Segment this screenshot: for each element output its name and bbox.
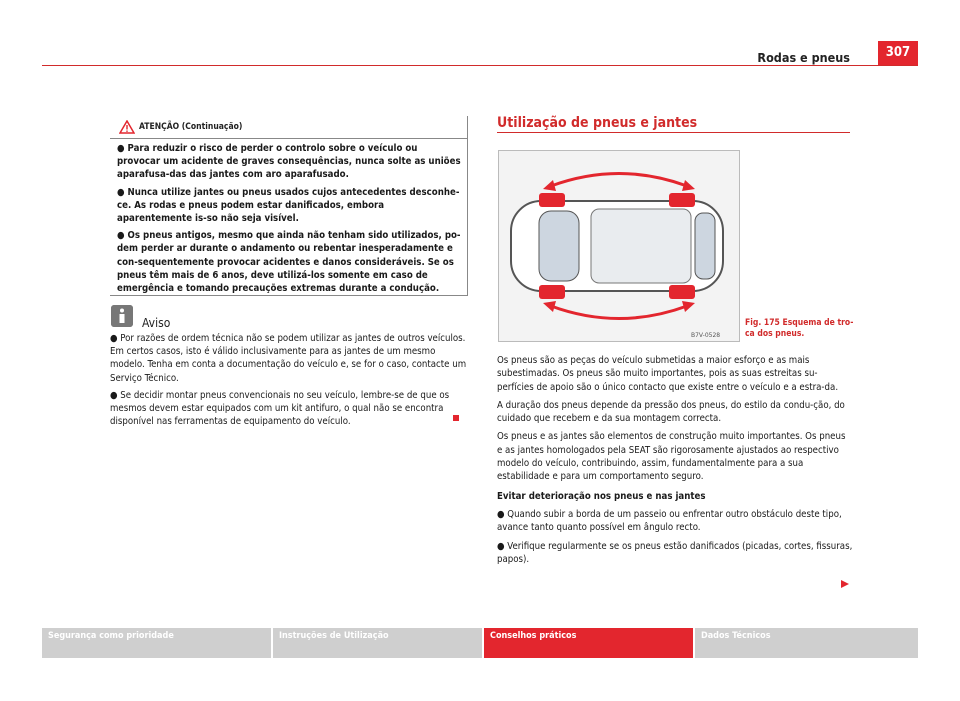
tab-dados-tecnicos[interactable]: Dados Técnicos bbox=[695, 628, 918, 658]
note-body bbox=[110, 332, 468, 432]
body-bullet: ● Quando subir a borda de um passeio ou enfrentar outro obstáculo deste tipo, avance tanto quanto possível em ângulo recto. bbox=[497, 508, 842, 534]
warning-bullet: ● Nunca utilize jantes ou pneus usados cujos antecedentes desconhe-ce. As rodas e pneus podem estar danificados, embora aparentemente is-so não seja visível. bbox=[117, 186, 460, 225]
figure-caption: Fig. 175 Esquema de tro-ca dos pneus. bbox=[745, 318, 854, 339]
section-end-marker bbox=[453, 415, 459, 421]
warning-triangle-icon bbox=[119, 120, 135, 134]
warning-bullet: ● Para reduzir o risco de perder o controlo sobre o veículo ou provocar um acidente de graves consequências, nunca solte as uniões aparafusa-das das jantes com aro aparafusado. bbox=[117, 143, 461, 181]
header-rule bbox=[42, 65, 918, 66]
tyre-rotation-figure bbox=[498, 150, 740, 342]
subheading: Evitar deterioração nos pneus e nas jantes bbox=[497, 490, 706, 502]
note-title: Aviso bbox=[142, 316, 171, 330]
chapter-tabs bbox=[42, 628, 918, 658]
section-body bbox=[497, 354, 853, 571]
info-icon bbox=[111, 305, 133, 327]
section-rule bbox=[497, 132, 850, 133]
tab-instrucoes[interactable]: Instruções de Utilização bbox=[273, 628, 482, 658]
note-bullet: ● Se decidir montar pneus convencionais no seu veículo, lembre-se de que os mesmos devem estar equipados com um kit antifuro, o qual não se encontra disponível nas ferramentas de equipamento do veículo. bbox=[110, 389, 450, 428]
continue-arrow-icon bbox=[840, 579, 850, 589]
body-bullet: ● Verifique regularmente se os pneus estão danificados (picadas, cortes, fissuras, papos). bbox=[497, 540, 853, 565]
tab-seguranca[interactable]: Segurança como prioridade bbox=[42, 628, 271, 658]
paragraph: Os pneus e as jantes são elementos de construção muito importantes. Os pneus e as jantes homologados pela SEAT são rigorosamente ajustados ao respectivo modelo do veículo, contribuindo, assim, fundamentalmente para a sua estabilidade e para um comportamento seguro. bbox=[497, 431, 846, 483]
paragraph: Os pneus são as peças do veículo submetidas a maior esforço e as mais subestimadas. Os pneus são muito importantes, pois as suas estreitas su-perfícies de apoio são o único contacto que existe entre o veículo e a estra-da. bbox=[497, 355, 839, 393]
page-number: 307 bbox=[878, 41, 918, 65]
tab-conselhos[interactable]: Conselhos práticos bbox=[484, 628, 693, 658]
warning-title: ATENÇÃO (Continuação) bbox=[139, 122, 243, 132]
section-title: Utilização de pneus e jantes bbox=[497, 115, 698, 131]
note-bullet: ● Por razões de ordem técnica não se podem utilizar as jantes de outros veículos. Em certos casos, isto é válido inclusivamente para as jantes de um mesmo modelo. Tenha em conta a documentação do veículo e, se for o caso, contacte um Serviço Técnico. bbox=[110, 333, 467, 384]
paragraph: A duração dos pneus depende da pressão dos pneus, do estilo da condu-ção, do cuidado que recebem e da sua montagem correcta. bbox=[497, 399, 845, 425]
figure-code: B7V-0528 bbox=[691, 332, 721, 339]
warning-body bbox=[117, 142, 462, 299]
running-header-title: Rodas e pneus bbox=[757, 50, 850, 65]
car-top-view-illustration bbox=[499, 151, 739, 341]
warning-bullet: ● Os pneus antigos, mesmo que ainda não tenham sido utilizados, po-dem perder ar durante o andamento ou rebentar inesperadamente e con-sequentemente provocar acidentes e danos consideráveis. Se os pneus têm mais de 6 anos, deve utilizá-los somente em caso de emergência e tomando precauções extremas durante a condução. bbox=[117, 230, 461, 295]
